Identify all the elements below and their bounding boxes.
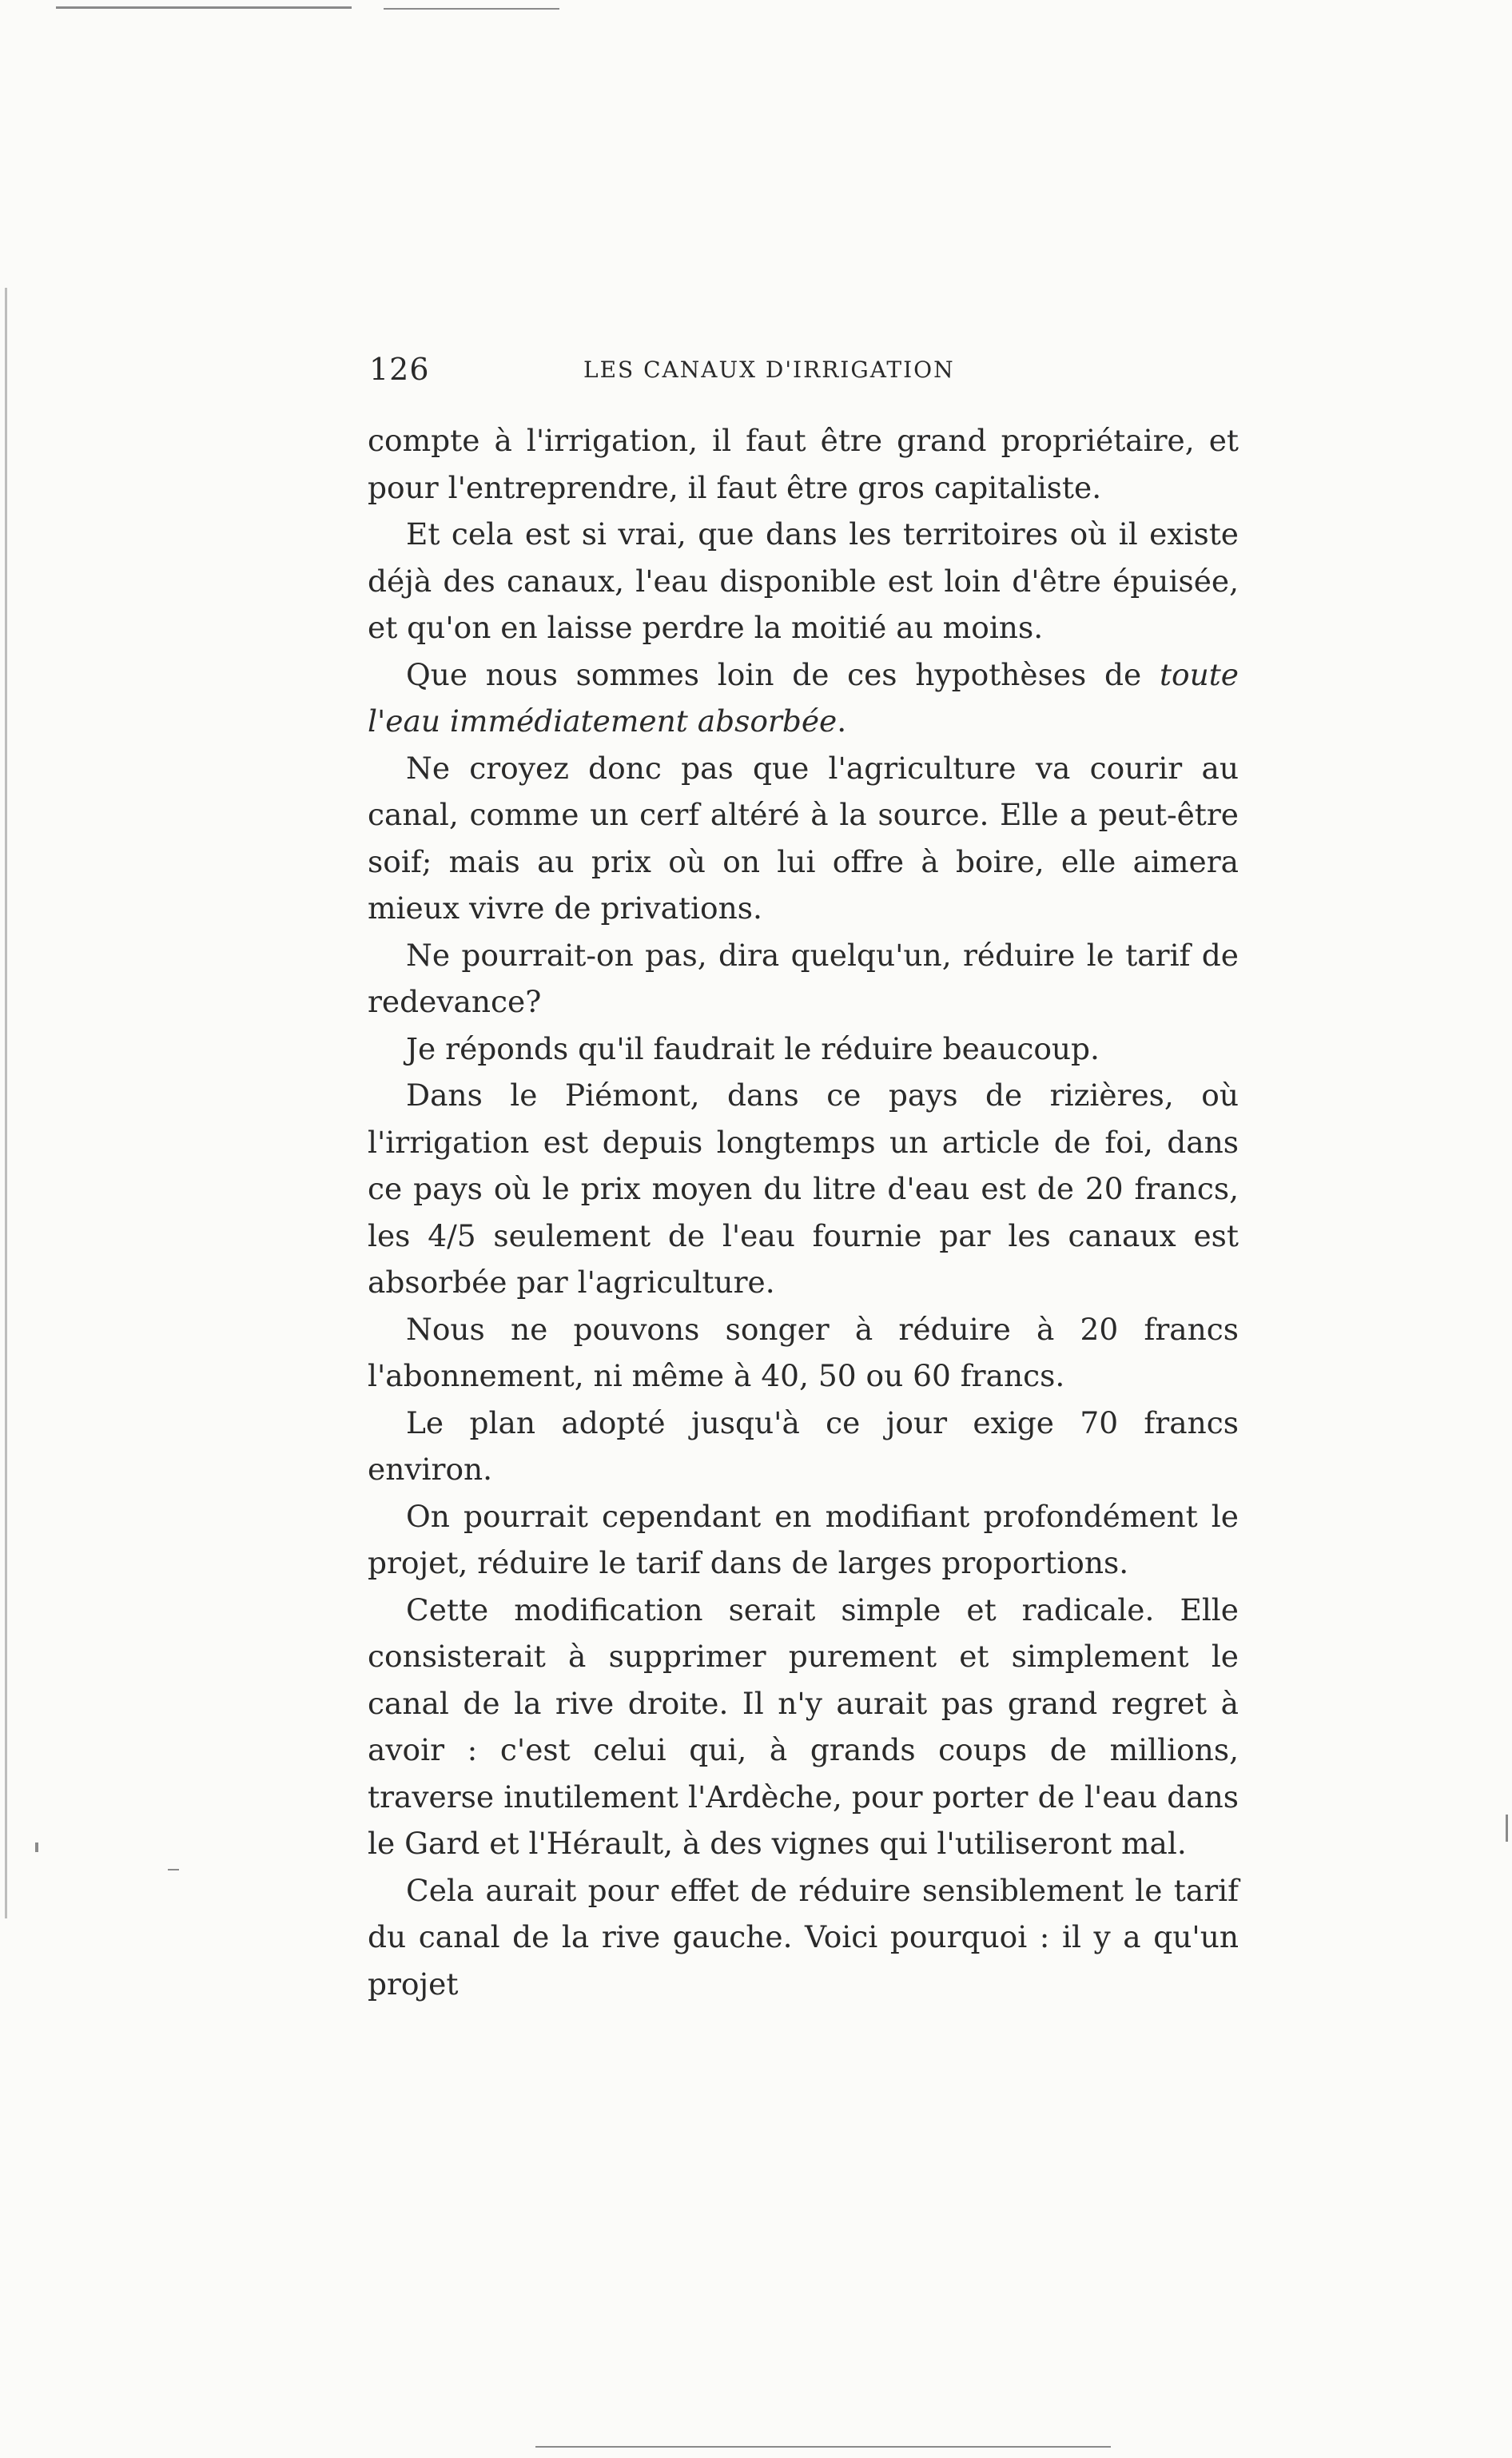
- scan-margin-mark: [35, 1843, 38, 1852]
- running-head: [369, 352, 1240, 400]
- paragraph-8: Nous ne pouvons songer à réduire à 20 francs l'abonnement, ni même à 40, 50 ou 60 francs.: [368, 1311, 1239, 1393]
- scan-top-edge-line: [56, 6, 352, 9]
- paragraph-3-text: Que nous sommes loin de ces hypothèses de: [406, 656, 1160, 692]
- scan-top-edge-line-2: [384, 8, 559, 10]
- running-title: LES CANAUX D'IRRIGATION: [583, 357, 955, 383]
- paragraph-7: Dans le Piémont, dans ce pays de rizières, où l'irrigation est depuis longtemps un article de foi, dans ce pays où le prix moyen du litre d'eau est de 20 francs, les 4/5 seulement de l'eau fournie par les canaux est absorbée par l'agriculture.: [368, 1078, 1239, 1300]
- paragraph-3-end: .: [837, 703, 847, 739]
- paragraph-4: Ne croyez donc pas que l'agriculture va courir au canal, comme un cerf altéré à la source. Elle a peut-être soif; mais au prix où on lui offre à boire, elle aimera mieux vivre de privations.: [368, 750, 1239, 926]
- paragraph-10: On pourrait cependant en modifiant profondément le projet, réduire le tarif dans de larges proportions.: [368, 1498, 1239, 1580]
- scan-left-edge-line: [5, 288, 7, 1918]
- body-text: [368, 417, 1239, 2007]
- paragraph-3-italic: toute l'eau immédiatement absorbée: [368, 656, 1239, 739]
- scan-margin-dash: [168, 1869, 179, 1870]
- paragraph-5: Ne pourrait-on pas, dira quelqu'un, réduire le tarif de redevance?: [368, 937, 1239, 1019]
- paragraph-12: Cela aurait pour effet de réduire sensiblement le tarif du canal de la rive gauche. Voici pourquoi : il y a qu'un projet: [368, 1872, 1239, 2002]
- page-number: 126: [369, 352, 430, 387]
- scan-bottom-edge-line: [535, 2446, 1111, 2448]
- scan-right-mark: [1506, 1815, 1508, 1842]
- paragraph-6: Je réponds qu'il faudrait le réduire beaucoup.: [406, 1030, 1100, 1066]
- paragraph-1: compte à l'irrigation, il faut être grand propriétaire, et pour l'entreprendre, il faut être gros capitaliste.: [368, 423, 1239, 505]
- paragraph-11: Cette modification serait simple et radicale. Elle consisterait à supprimer purement et simplement le canal de la rive droite. Il n'y aurait pas grand regret à avoir : c'est celui qui, à grands coups de millions, traverse inutilement l'Ardèche, pour porter de l'eau dans le Gard et l'Hérault, à des vignes qui l'utiliseront mal.: [368, 1592, 1239, 1861]
- paragraph-3: [368, 651, 1239, 745]
- paragraph-2: Et cela est si vrai, que dans les territoires où il existe déjà des canaux, l'eau disponible est loin d'être épuisée, et qu'on en laisse perdre la moitié au moins.: [368, 516, 1239, 645]
- paragraph-9: Le plan adopté jusqu'à ce jour exige 70 francs environ.: [368, 1404, 1239, 1487]
